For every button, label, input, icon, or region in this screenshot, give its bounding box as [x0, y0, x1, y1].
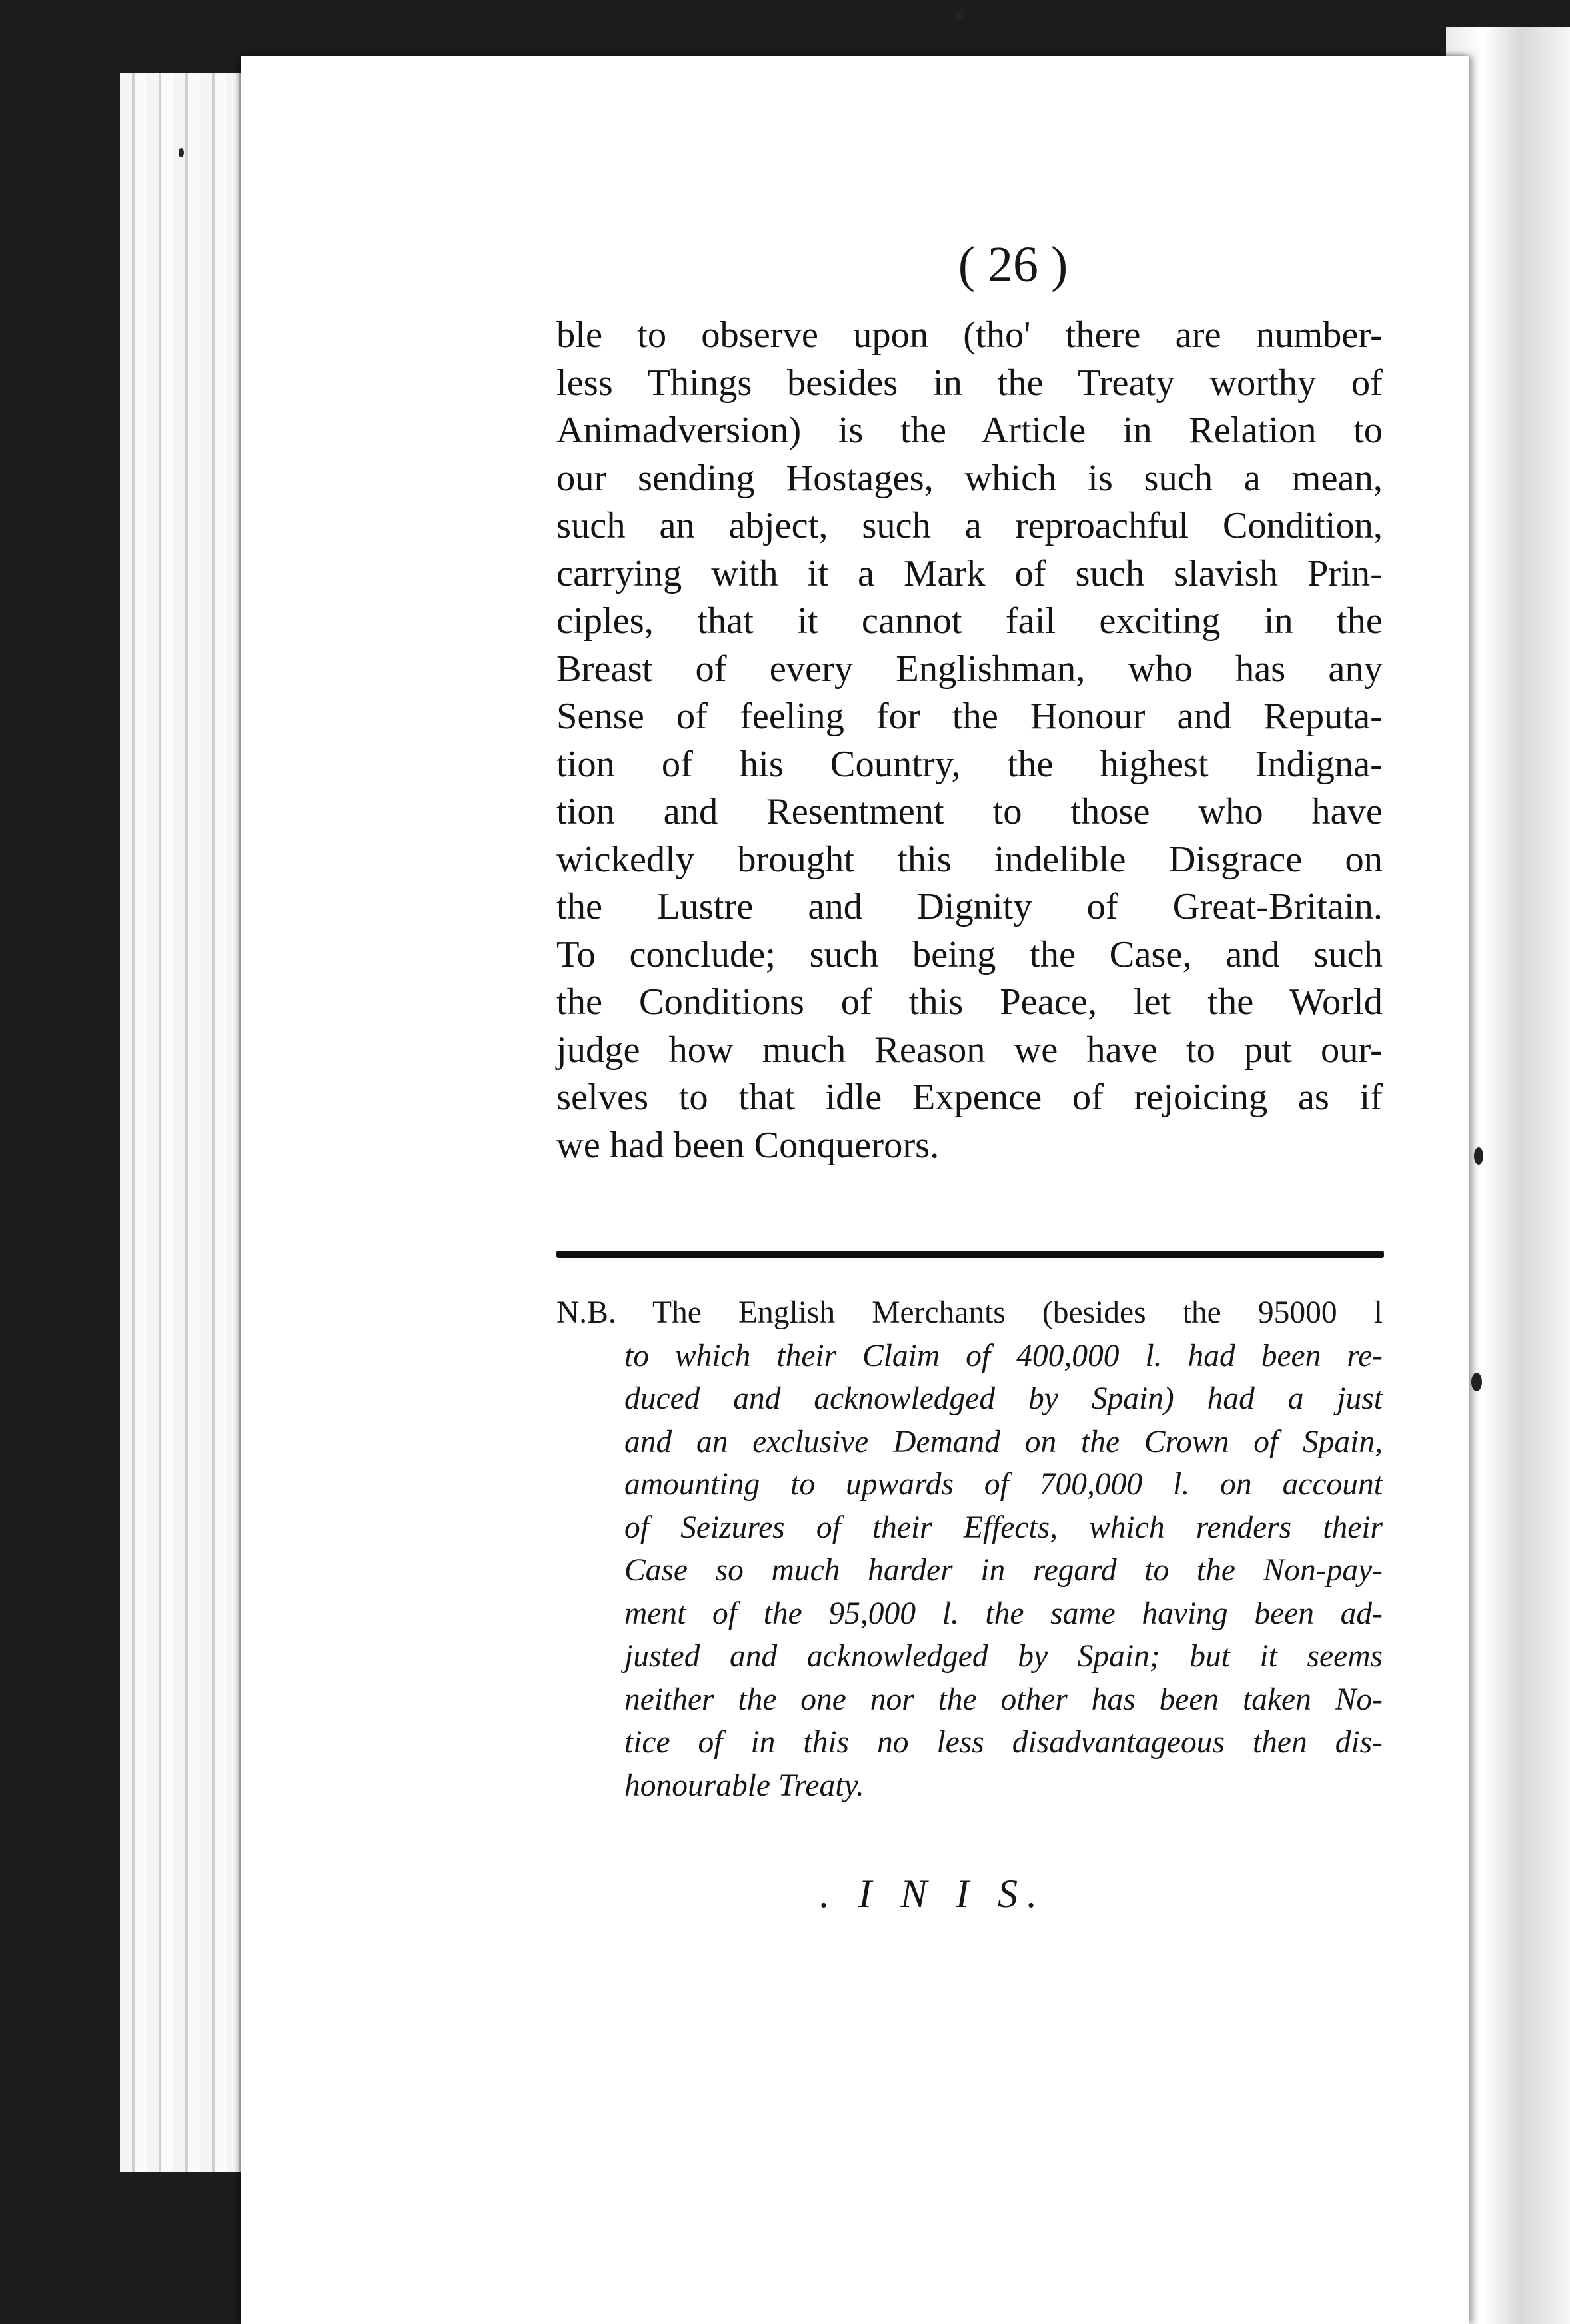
- note-line: N.B. The English Merchants (besides the 95000 l: [556, 1295, 1383, 1330]
- ink-speck: [1474, 1147, 1483, 1165]
- note-line: of Seizures of their Effects, which renders their: [624, 1510, 1383, 1545]
- body-line: our sending Hostages, which is such a mean,: [556, 457, 1383, 499]
- body-line: tion and Resentment to those who have: [556, 791, 1383, 832]
- body-line: selves to that idle Expence of rejoicing as if: [556, 1077, 1383, 1118]
- body-line: judge how much Reason we have to put our-: [556, 1029, 1383, 1071]
- body-line: To conclude; such being the Case, and such: [556, 933, 1383, 975]
- body-line: wickedly brought this indelible Disgrace on: [556, 838, 1383, 880]
- body-text: [556, 312, 1383, 1169]
- note-line: Case so much harder in regard to the Non-pay-: [624, 1553, 1383, 1588]
- note-line: honourable Treaty.: [624, 1768, 864, 1803]
- note-line: ment of the 95,000 l. the same having been ad-: [624, 1596, 1383, 1631]
- note-line: duced and acknowledged by Spain) had a just: [624, 1381, 1383, 1416]
- section-divider: [556, 1251, 1384, 1258]
- body-line: the Lustre and Dignity of Great-Britain.: [556, 886, 1383, 927]
- body-line: less Things besides in the Treaty worthy of: [556, 362, 1383, 404]
- ink-speck: [954, 7, 967, 22]
- footnote: [556, 1291, 1383, 1807]
- ink-speck: [179, 148, 184, 157]
- note-line: amounting to upwards of 700,000 l. on account: [624, 1467, 1383, 1502]
- body-line: Sense of feeling for the Honour and Reputa-: [556, 696, 1383, 737]
- body-line: we had been Conquerors.: [556, 1124, 940, 1166]
- end-mark: . I N I S.: [820, 1872, 1046, 1916]
- note-line: tice of in this no less disadvantageous then dis-: [624, 1725, 1383, 1760]
- body-line: ciples, that it cannot fail exciting in the: [556, 600, 1383, 642]
- body-line: tion of his Country, the highest Indigna-: [556, 743, 1383, 785]
- body-line: carrying with it a Mark of such slavish Prin-: [556, 552, 1383, 594]
- ink-speck: [1471, 1373, 1482, 1391]
- page-number: ( 26 ): [958, 237, 1068, 292]
- body-line: Animadversion) is the Article in Relation to: [556, 410, 1383, 451]
- body-line: Breast of every Englishman, who has any: [556, 648, 1383, 690]
- note-line: to which their Claim of 400,000 l. had been re-: [624, 1338, 1383, 1373]
- body-line: ble to observe upon (tho' there are number-: [556, 314, 1383, 356]
- body-line: such an abject, such a reproachful Condition,: [556, 505, 1383, 546]
- body-line: the Conditions of this Peace, let the World: [556, 981, 1383, 1023]
- note-line: justed and acknowledged by Spain; but it seems: [624, 1639, 1383, 1674]
- note-line: and an exclusive Demand on the Crown of Spain,: [624, 1424, 1383, 1459]
- page-stack-edges: [120, 73, 260, 2172]
- note-line: neither the one nor the other has been taken No-: [624, 1682, 1383, 1717]
